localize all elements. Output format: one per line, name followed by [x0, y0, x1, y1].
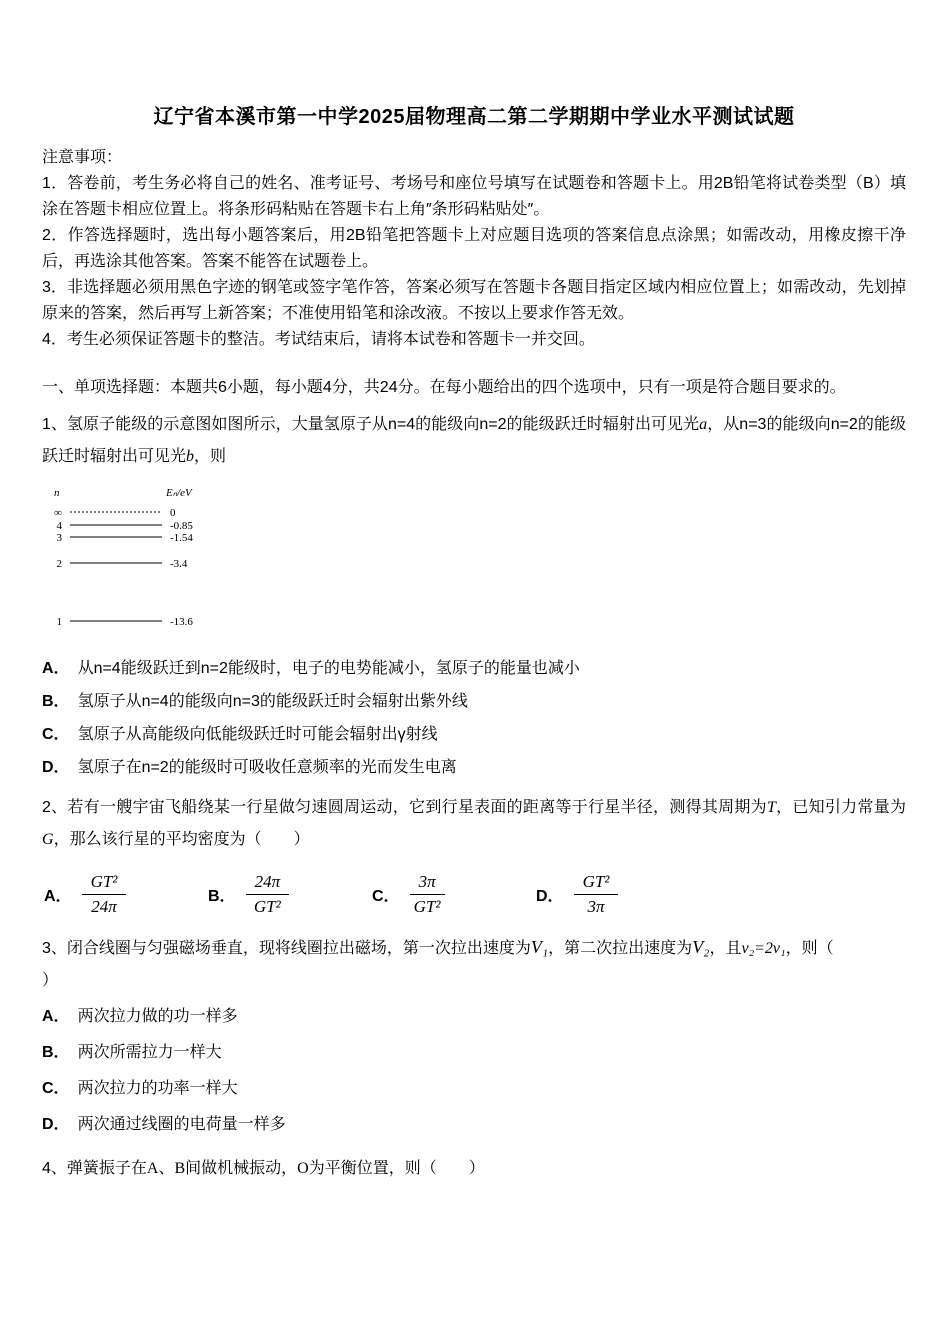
diagram-header-n: n	[54, 487, 60, 499]
q1-option-c	[42, 718, 906, 751]
q2-stem	[42, 792, 906, 856]
math-inline: a	[699, 416, 708, 433]
option-text: 氢原子在n=2的能级时可吸收任意频率的光而发生电离	[77, 759, 457, 776]
math-inline: b	[186, 448, 195, 465]
text-run: 1、氢原子能级的示意图如图所示，大量氢原子从n=4的能级向n=2的能级跃迁时辐射出可见光	[42, 416, 700, 433]
fraction-denominator: 24π	[91, 897, 117, 916]
text-run: ，从n=3的能级向n=2的能级跃迁时辐射出可见光	[42, 416, 906, 465]
section-heading: 一、单项选择题：本题共6小题，每小题4分，共24分。在每小题给出的四个选项中，只有一项是符合题目要求的。	[42, 379, 846, 396]
option-text: 两次所需拉力一样大	[77, 1044, 222, 1061]
option-label: A．	[42, 660, 70, 677]
question-2	[42, 792, 906, 917]
energy-level-diagram	[44, 483, 906, 638]
page-title: 辽宁省本溪市第一中学2025届物理高二第二学期期中学业水平测试试题	[153, 106, 795, 128]
text-run: 间做机械振动，	[185, 1160, 298, 1177]
text-run: ，已知引力常量为	[775, 799, 906, 816]
fraction-numerator: GT²	[82, 872, 127, 895]
math-inline: T	[766, 799, 776, 816]
q3-option-c	[42, 1071, 906, 1107]
energy-level-diagram-svg	[44, 483, 276, 633]
math-inline: O	[297, 1160, 309, 1177]
math-inline: A、B	[146, 1160, 186, 1177]
q1-option-d	[42, 751, 906, 784]
q3-option-a	[42, 999, 906, 1035]
math-inline: G	[42, 831, 54, 848]
notice-item-4: 4．考生必须保证答题卡的整洁。考试结束后，请将本试卷和答题卡一并交回。	[42, 331, 595, 348]
notice-item-2: 2．作答选择题时，选出每小题答案后，用2B铅笔把答题卡上对应题目选项的答案信息点涂黑；如需改动，用橡皮擦干净后，再选涂其他答案。答案不能答在试题卷上。	[42, 227, 906, 270]
text-run: ，那么该行星的平均密度为（ ）	[53, 831, 310, 848]
notice-section	[42, 145, 906, 353]
q2-option-c	[372, 872, 536, 917]
option-label: D．	[42, 1116, 70, 1133]
notice-heading: 注意事项：	[42, 149, 123, 166]
q2-option-b	[208, 872, 372, 917]
level-label-1: 1	[56, 616, 62, 628]
level-label-inf: ∞	[54, 507, 62, 519]
fraction	[574, 872, 619, 917]
fraction-denominator: GT²	[413, 897, 441, 916]
fraction-numerator: 3π	[410, 872, 445, 895]
fraction-numerator: GT²	[574, 872, 619, 895]
level-value-4: -0.85	[170, 520, 193, 532]
text-run: ，则	[194, 448, 227, 465]
level-label-4: 4	[56, 520, 62, 532]
option-label: C．	[42, 1080, 70, 1097]
question-4	[42, 1153, 906, 1185]
q3-option-b	[42, 1035, 906, 1071]
text-run: ）	[42, 972, 59, 989]
option-label: A．	[42, 1008, 70, 1025]
fraction	[246, 872, 290, 917]
option-label: C．	[372, 888, 400, 905]
math-inline: v₂=2v₁	[741, 940, 786, 957]
option-text: 氢原子从n=4的能级向n=3的能级跃迁时会辐射出紫外线	[77, 693, 468, 710]
q2-options	[44, 872, 906, 917]
fraction	[410, 872, 445, 917]
notice-item-1: 1．答卷前，考生务必将自己的姓名、准考证号、考场号和座位号填写在试题卷和答题卡上。用2B铅笔将试卷类型（B）填涂在答题卡相应位置上。将条形码粘贴在答题卡右上角″条形码粘贴处″。	[42, 175, 906, 218]
option-label: B．	[42, 693, 70, 710]
level-value-2: -3.4	[170, 558, 188, 570]
q1-stem	[42, 409, 906, 473]
level-value-1: -13.6	[170, 616, 193, 628]
text-run: ，则（	[785, 940, 834, 957]
option-text: 两次拉力做的功一样多	[77, 1008, 238, 1025]
option-text: 从n=4能级跃迁到n=2能级时，电子的电势能减小，氢原子的能量也减小	[77, 660, 580, 677]
option-label: B．	[42, 1044, 70, 1061]
fraction	[82, 872, 127, 917]
math-inline: V₁	[530, 937, 549, 957]
option-text: 两次拉力的功率一样大	[77, 1080, 238, 1097]
q1-option-a	[42, 652, 906, 685]
q2-option-a	[44, 872, 208, 917]
q4-stem	[42, 1153, 906, 1185]
fraction-denominator: GT²	[253, 897, 281, 916]
text-run: 为平衡位置，则（ ）	[308, 1160, 485, 1177]
math-inline: V₂	[692, 937, 710, 957]
level-label-2: 2	[56, 558, 62, 570]
question-3	[42, 931, 906, 1143]
option-label: A．	[44, 888, 72, 905]
q1-option-b	[42, 685, 906, 718]
option-label: D．	[42, 759, 70, 776]
option-label: C．	[42, 726, 70, 743]
option-label: D．	[536, 888, 564, 905]
text-run: 4、弹簧振子在	[42, 1160, 147, 1177]
level-value-3: -1.54	[170, 532, 193, 544]
fraction-denominator: 3π	[587, 897, 605, 916]
q2-option-d	[536, 872, 700, 917]
fraction-numerator: 24π	[246, 872, 290, 895]
level-value-inf: 0	[170, 507, 176, 519]
question-1	[42, 409, 906, 784]
level-label-3: 3	[56, 532, 62, 544]
q3-stem	[42, 931, 906, 997]
text-run: 3、闭合线圈与匀强磁场垂直，现将线圈拉出磁场，第一次拉出速度为	[42, 940, 531, 957]
text-run: 2、若有一艘宇宙飞船绕某一行星做匀速圆周运动，它到行星表面的距离等于行星半径，测得其周期为	[42, 799, 767, 816]
option-text: 氢原子从高能级向低能级跃迁时可能会辐射出γ射线	[77, 726, 438, 743]
notice-item-3: 3．非选择题必须用黑色字迹的钢笔或签字笔作答，答案必须写在答题卡各题目指定区域内相应位置上；如需改动，先划掉原来的答案，然后再写上新答案；不准使用铅笔和涂改液。不按以上要求作答无效。	[42, 279, 906, 322]
diagram-header-e: Eₙ/eV	[166, 487, 192, 499]
text-run: ，且	[709, 940, 742, 957]
option-label: B．	[208, 888, 236, 905]
q3-option-d	[42, 1107, 906, 1143]
text-run: ，第二次拉出速度为	[548, 940, 693, 957]
option-text: 两次通过线圈的电荷量一样多	[77, 1116, 286, 1133]
